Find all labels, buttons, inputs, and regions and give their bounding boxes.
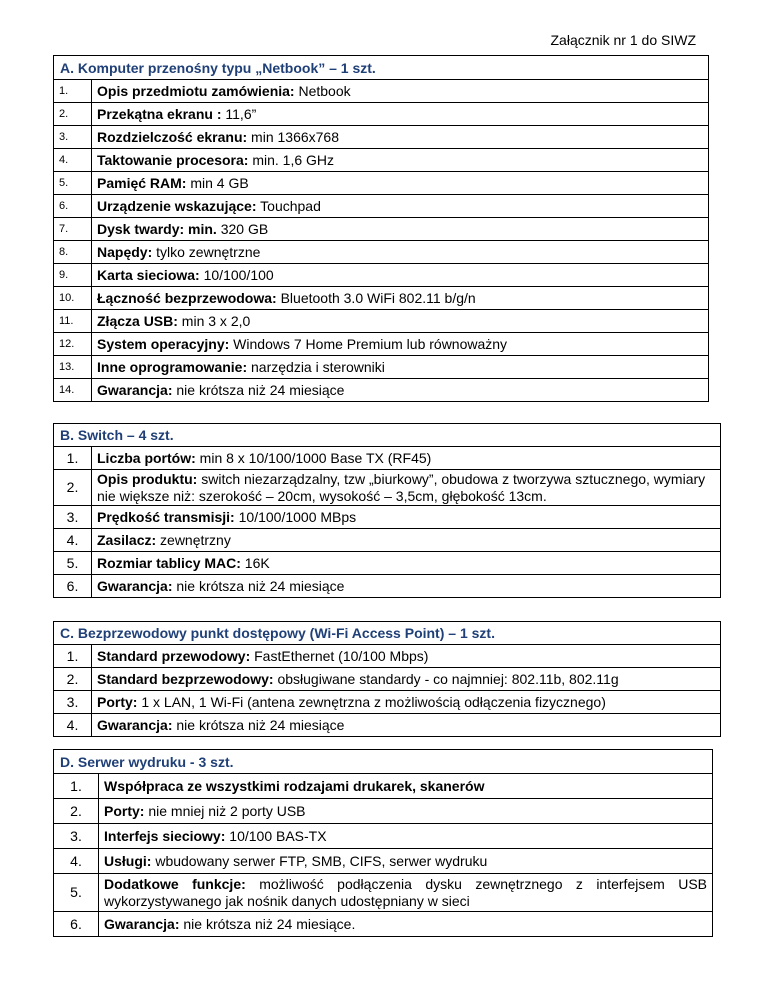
spec-table-switch xyxy=(53,423,721,598)
table-row xyxy=(54,241,709,264)
row-value: 16K xyxy=(240,554,270,571)
row-content xyxy=(99,799,713,824)
row-value: nie krótsza niż 24 miesiące xyxy=(172,577,345,594)
row-label: Współpraca ze wszystkimi rodzajami drukarek, skanerów xyxy=(104,777,485,794)
row-number: 3. xyxy=(54,506,92,529)
section-header-row xyxy=(54,750,713,774)
row-value: min. 1,6 GHz xyxy=(248,151,335,168)
row-number: 1. xyxy=(54,774,99,799)
table-row xyxy=(54,333,709,356)
row-number: 2. xyxy=(54,470,92,506)
row-content xyxy=(99,912,713,937)
row-number: 4. xyxy=(54,714,92,737)
row-content xyxy=(92,575,721,598)
row-number: 13. xyxy=(54,356,92,379)
section-title: C. Bezprzewodowy punkt dostępowy (Wi-Fi Access Point) – 1 szt. xyxy=(54,622,721,645)
row-value: Bluetooth 3.0 WiFi 802.11 b/g/n xyxy=(276,289,476,306)
row-value: min 8 x 10/100/1000 Base TX (RF45) xyxy=(195,449,432,466)
table-row xyxy=(54,506,721,529)
row-value: Netbook xyxy=(294,82,351,99)
row-value: Touchpad xyxy=(256,197,321,214)
row-value: 10/100/100 xyxy=(199,266,274,283)
table-row xyxy=(54,172,709,195)
section-header-row xyxy=(54,56,709,80)
row-content xyxy=(92,218,709,241)
row-value: 11,6” xyxy=(221,105,257,122)
table-row xyxy=(54,552,721,575)
row-content xyxy=(92,714,721,737)
table-row xyxy=(54,799,713,824)
row-label: Taktowanie procesora: xyxy=(97,151,249,168)
row-label: Prędkość transmisji: xyxy=(97,508,235,525)
row-value: 10/100 BAS-TX xyxy=(225,827,327,844)
row-content xyxy=(92,470,721,506)
row-content xyxy=(99,874,713,912)
spec-table-access-point xyxy=(53,621,721,737)
row-value: nie krótsza niż 24 miesiące xyxy=(172,381,345,398)
row-value: wbudowany serwer FTP, SMB, CIFS, serwer wydruku xyxy=(151,852,488,869)
row-number: 8. xyxy=(54,241,92,264)
row-number: 14. xyxy=(54,379,92,402)
row-content xyxy=(92,668,721,691)
table-row xyxy=(54,714,721,737)
table-row xyxy=(54,195,709,218)
row-number: 10. xyxy=(54,287,92,310)
row-content xyxy=(92,691,721,714)
row-number: 6. xyxy=(54,195,92,218)
row-label: Interfejs sieciowy: xyxy=(104,827,226,844)
row-label: System operacyjny: xyxy=(97,335,230,352)
section-header-row xyxy=(54,622,721,645)
row-label: Karta sieciowa: xyxy=(97,266,200,283)
section-title: B. Switch – 4 szt. xyxy=(54,424,721,447)
section-title: A. Komputer przenośny typu „Netbook” – 1 szt. xyxy=(54,56,709,80)
row-number: 3. xyxy=(54,691,92,714)
row-number: 12. xyxy=(54,333,92,356)
row-value: nie krótsza niż 24 miesiące xyxy=(172,716,345,733)
row-number: 1. xyxy=(54,447,92,470)
row-number: 2. xyxy=(54,668,92,691)
row-value: zewnętrzny xyxy=(156,531,231,548)
row-label: Porty: xyxy=(97,693,138,710)
table-row xyxy=(54,691,721,714)
table-row xyxy=(54,824,713,849)
row-label: Gwarancja: xyxy=(97,577,173,594)
table-row xyxy=(54,575,721,598)
row-value: min 3 x 2,0 xyxy=(177,312,251,329)
row-value: Windows 7 Home Premium lub równoważny xyxy=(229,335,508,352)
row-content xyxy=(92,379,709,402)
row-number: 4. xyxy=(54,149,92,172)
row-content xyxy=(92,356,709,379)
row-number: 2. xyxy=(54,103,92,126)
row-content xyxy=(92,80,709,103)
row-content xyxy=(92,506,721,529)
row-label: Opis przedmiotu zamówienia: xyxy=(97,82,295,99)
row-label: Zasilacz: xyxy=(97,531,157,548)
row-value: 10/100/1000 MBps xyxy=(234,508,357,525)
row-number: 3. xyxy=(54,126,92,149)
row-value: min 1366x768 xyxy=(247,128,339,145)
table-row xyxy=(54,126,709,149)
row-label: Standard przewodowy: xyxy=(97,647,251,664)
row-label: Złącza USB: xyxy=(97,312,178,329)
row-number: 4. xyxy=(54,529,92,552)
row-value: switch niezarządzalny, tzw „biurkowy”, obudowa z tworzywa sztucznego, wymiary nie większe niż: szerokość – 20cm, wysokość – 3,5cm, głębokość 13cm. xyxy=(97,470,706,504)
table-row xyxy=(54,447,721,470)
section-title: D. Serwer wydruku - 3 szt. xyxy=(54,750,713,774)
row-number: 3. xyxy=(54,824,99,849)
table-row xyxy=(54,849,713,874)
row-number: 1. xyxy=(54,80,92,103)
row-label: Opis produktu: xyxy=(97,470,198,487)
row-content xyxy=(92,447,721,470)
row-label: Gwarancja: xyxy=(97,381,173,398)
row-number: 5. xyxy=(54,172,92,195)
row-number: 11. xyxy=(54,310,92,333)
table-row xyxy=(54,470,721,506)
row-value: obsługiwane standardy - co najmniej: 802.11b, 802.11g xyxy=(273,670,619,687)
row-value: możliwość podłączenia dysku zewnętrznego z interfejsem USB wykorzystywanego jak nośnik danych udostępniany w sieci xyxy=(104,875,707,909)
row-label: Gwarancja: xyxy=(104,915,180,932)
row-content xyxy=(99,774,713,799)
row-content xyxy=(92,126,709,149)
row-label: Łączność bezprzewodowa: xyxy=(97,289,277,306)
table-row xyxy=(54,264,709,287)
row-value: narzędzia i sterowniki xyxy=(247,358,385,375)
table-row xyxy=(54,529,721,552)
row-label: Inne oprogramowanie: xyxy=(97,358,248,375)
row-content xyxy=(92,195,709,218)
row-label: Porty: xyxy=(104,802,145,819)
row-label: Urządzenie wskazujące: xyxy=(97,197,257,214)
row-number: 2. xyxy=(54,799,99,824)
row-label: Rozmiar tablicy MAC: xyxy=(97,554,241,571)
table-row xyxy=(54,356,709,379)
row-number: 5. xyxy=(54,874,99,912)
row-value: nie mniej niż 2 porty USB xyxy=(144,802,306,819)
row-label: Gwarancja: xyxy=(97,716,173,733)
table-row xyxy=(54,379,709,402)
row-content xyxy=(99,824,713,849)
attachment-label: Załącznik nr 1 do SIWZ xyxy=(550,32,696,48)
row-content xyxy=(92,529,721,552)
row-number: 6. xyxy=(54,912,99,937)
row-value: min 4 GB xyxy=(186,174,249,191)
table-row xyxy=(54,645,721,668)
table-row xyxy=(54,287,709,310)
row-label: Napędy: xyxy=(97,243,153,260)
row-label: Przekątna ekranu : xyxy=(97,105,222,122)
row-content xyxy=(92,287,709,310)
spec-table-print-server xyxy=(53,749,713,937)
row-value: 1 x LAN, 1 Wi-Fi (antena zewnętrzna z możliwością odłączenia fizycznego) xyxy=(137,693,606,710)
row-content xyxy=(92,264,709,287)
row-content xyxy=(92,149,709,172)
row-content xyxy=(92,645,721,668)
row-value: nie krótsza niż 24 miesiące. xyxy=(179,915,356,932)
section-header-row xyxy=(54,424,721,447)
row-number: 4. xyxy=(54,849,99,874)
table-row xyxy=(54,149,709,172)
row-label: Standard bezprzewodowy: xyxy=(97,670,274,687)
row-content xyxy=(92,103,709,126)
table-row xyxy=(54,668,721,691)
row-content xyxy=(92,310,709,333)
row-label: Dodatkowe funkcje: xyxy=(104,875,246,892)
table-row xyxy=(54,874,713,912)
spec-table-netbook xyxy=(53,55,709,402)
table-row xyxy=(54,103,709,126)
row-number: 6. xyxy=(54,575,92,598)
row-number: 9. xyxy=(54,264,92,287)
row-content xyxy=(92,241,709,264)
row-value: 320 GB xyxy=(216,220,269,237)
row-content xyxy=(92,172,709,195)
row-number: 1. xyxy=(54,645,92,668)
row-label: Rozdzielczość ekranu: xyxy=(97,128,248,145)
row-label: Liczba portów: xyxy=(97,449,196,466)
row-content xyxy=(99,849,713,874)
row-value: tylko zewnętrzne xyxy=(152,243,261,260)
table-row xyxy=(54,218,709,241)
row-number: 7. xyxy=(54,218,92,241)
table-row xyxy=(54,310,709,333)
table-row xyxy=(54,774,713,799)
table-row xyxy=(54,912,713,937)
row-label: Usługi: xyxy=(104,852,152,869)
row-label: Pamięć RAM: xyxy=(97,174,187,191)
row-value: FastEthernet (10/100 Mbps) xyxy=(250,647,429,664)
row-number: 5. xyxy=(54,552,92,575)
table-row xyxy=(54,80,709,103)
row-content xyxy=(92,552,721,575)
row-content xyxy=(92,333,709,356)
row-label: Dysk twardy: min. xyxy=(97,220,217,237)
